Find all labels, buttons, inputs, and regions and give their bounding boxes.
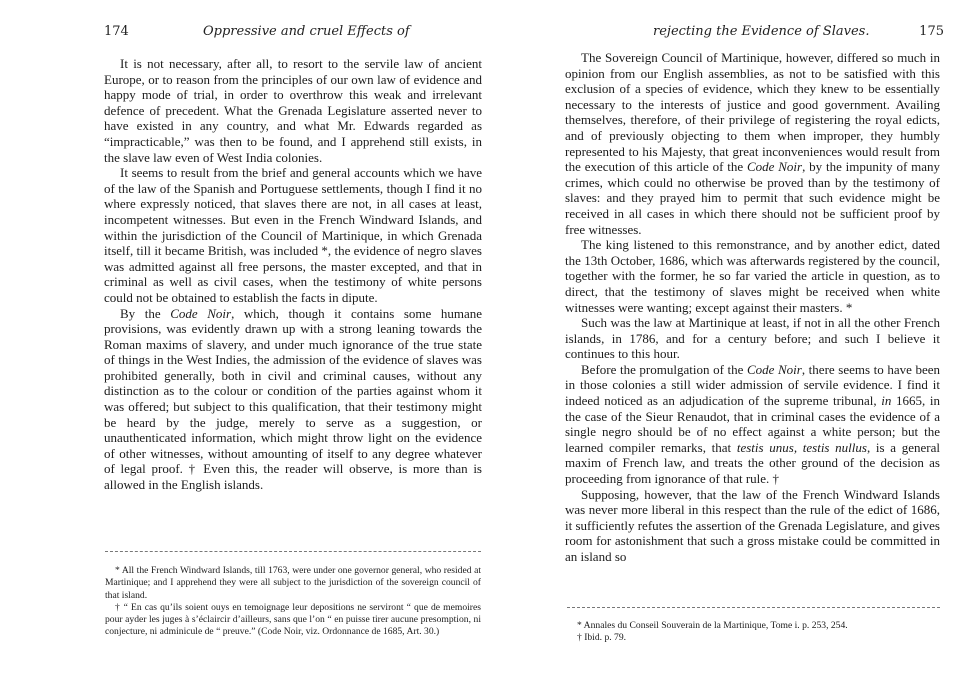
right-footnote-1: * Annales du Conseil Souverain de la Martinique, Tome i. p. 253, 254. — [577, 620, 848, 631]
right-page-number: 175 — [919, 24, 944, 39]
left-paragraph-2: It seems to result from the brief and general accounts which we have of the law of the Spanish and Portuguese settlements, though I find it no where expressly noticed, that slaves there are not, in all cases at least, incompetent witnesses. But even in the French Windward Islands, and within the jurisdiction of the Council of Martinique, in which Grenada itself, till it became British, was included *, the evidence of negro slaves was admitted against all free persons, the master excepted, and that in criminal as well as civil cases, when the testimony of white persons could not be obtained to establish the facts in dipute. — [104, 165, 482, 305]
left-paragraph-3 — [104, 306, 482, 493]
left-footnote-rule — [105, 551, 481, 552]
text-run: 1665, in the case of the Sieur Renaudot, that in criminal cases the evidence of a single negro should be of no effect against a white person; but the learned compiler remarks, that — [565, 393, 940, 455]
left-running-head — [0, 22, 490, 42]
right-paragraph-2: The king listened to this remonstrance, and by another edict, dated the 13th October, 1686, which was afterwards registered by the council, together with the former, he so far varied the article in question, as to direct, that the testimony of slaves might be received when white witnesses were wanting; except against their masters. * — [565, 237, 940, 315]
right-body-text — [565, 50, 940, 565]
code-noir-italic: Code Noir — [746, 159, 803, 175]
right-paragraph-1 — [565, 50, 940, 237]
right-footnote-rule — [567, 607, 940, 608]
right-paragraph-5: Supposing, however, that the law of the French Windward Islands was never more liberal in this respect than the rule of the edict of 1686, it sufficiently refutes the assertion of the Grenada Legislature, and gives room for astonishment that such a gross mistake could be committed in an island so — [565, 486, 940, 564]
left-body-text — [104, 56, 482, 493]
text-run: By the — [120, 305, 171, 321]
text-run: , by the impunity of many crimes, which could no otherwise be proved than by the testimony of slaves: and they prayed him to permit that such evidence might be received in all cases in which there should not be sufficient proof by free witnesses. — [565, 159, 940, 237]
code-noir-italic: Code Noir — [170, 305, 232, 321]
right-running-title: rejecting the Evidence of Slaves. — [653, 24, 870, 39]
left-page-number: 174 — [104, 24, 129, 39]
text-run: , which, though it contains some humane provisions, was evidently drawn up with a strong leaning towards the Roman maxims of slavery, and under much ignorance of the true state of things in the West Indies, the admission of the evidence of slaves was prohibited generally, both in civil and criminal causes, without any distinction as to the colour or condition of the parties against whom it was offered; but subject to this qualification, that their testimony might be heard by the judge, merely to serve as a suggestion, or unauthenticated information, which might throw light on the evidence of other witnesses, without amounting of itself to any degree whatever of legal proof. † Even this, the reader will observe, is more than is allowed in the English islands. — [104, 305, 482, 493]
left-footnote-1: * All the French Windward Islands, till 1763, were under one governor general, who resided at Martinique; and I apprehend they were all subject to the jurisdiction of the sovereign council of that island. — [105, 565, 481, 601]
in-italic: in — [881, 393, 892, 409]
text-run: , is a general maxim of French law, and treats the other ground of the decision as proceeding from ignorance of that rule. † — [565, 439, 940, 487]
left-running-title: Oppressive and cruel Effects of — [203, 24, 410, 39]
right-paragraph-3: Such was the law at Martinique at least, if not in all the other French islands, in 1786, and for a century before; and such I believe it continues to this hour. — [565, 315, 940, 362]
left-footnote-2: † “ En cas qu’ils soient ouys en temoignage leur depositions ne serviront “ que de memoires pour ayder les juges à s’éclaircir d’ailleurs, sans que l’on “ en puisse tirer aucune presomption, ni conjecture, ni adminicule de “ preuve.” (Code Noir, viz. Ordonnance de 1685, Art. 30.) — [105, 601, 481, 638]
right-running-head — [490, 22, 980, 42]
left-footnotes — [105, 565, 481, 639]
code-noir-italic: Code Noir — [746, 361, 802, 377]
right-footnotes — [567, 620, 940, 645]
right-footnote-2: † Ibid. p. 79. — [577, 632, 627, 644]
text-run: , there seems to have been in those colonies a still wider admission of servile evidence. I find it indeed noticed as an adjudication of the supreme tribunal, — [565, 361, 940, 409]
right-page — [490, 0, 980, 681]
right-paragraph-4 — [565, 362, 940, 487]
latin-maxim-italic: testis unus, testis nullus — [736, 439, 867, 455]
text-run: The Sovereign Council of Martinique, however, differed so much in opinion from our English assemblies, as not to be satisfied with this exclusion of a species of evidence, which they knew to be essentially necessary to the interests of justice and good government. Availing themselves, therefore, of their privilege of registering the royal edicts, and of previously objecting to them when improper, they humbly represented to his Majesty, that great inconveniences would result from the execution of this article of the — [565, 50, 940, 175]
left-paragraph-1: It is not necessary, after all, to resort to the servile law of ancient Europe, or to reason from the principles of our own law of evidence and happy mode of trial, in order to overthrow this weak and irrelevant defence of precedent. What the Grenada Legislature asserted never to have existed in any country, and what Mr. Edwards regarded as “impracticable,” was then to be found, and I apprehend still exists, in the slave law even of West India colonies. — [104, 56, 482, 165]
text-run: Before the promulgation of the — [581, 361, 747, 377]
